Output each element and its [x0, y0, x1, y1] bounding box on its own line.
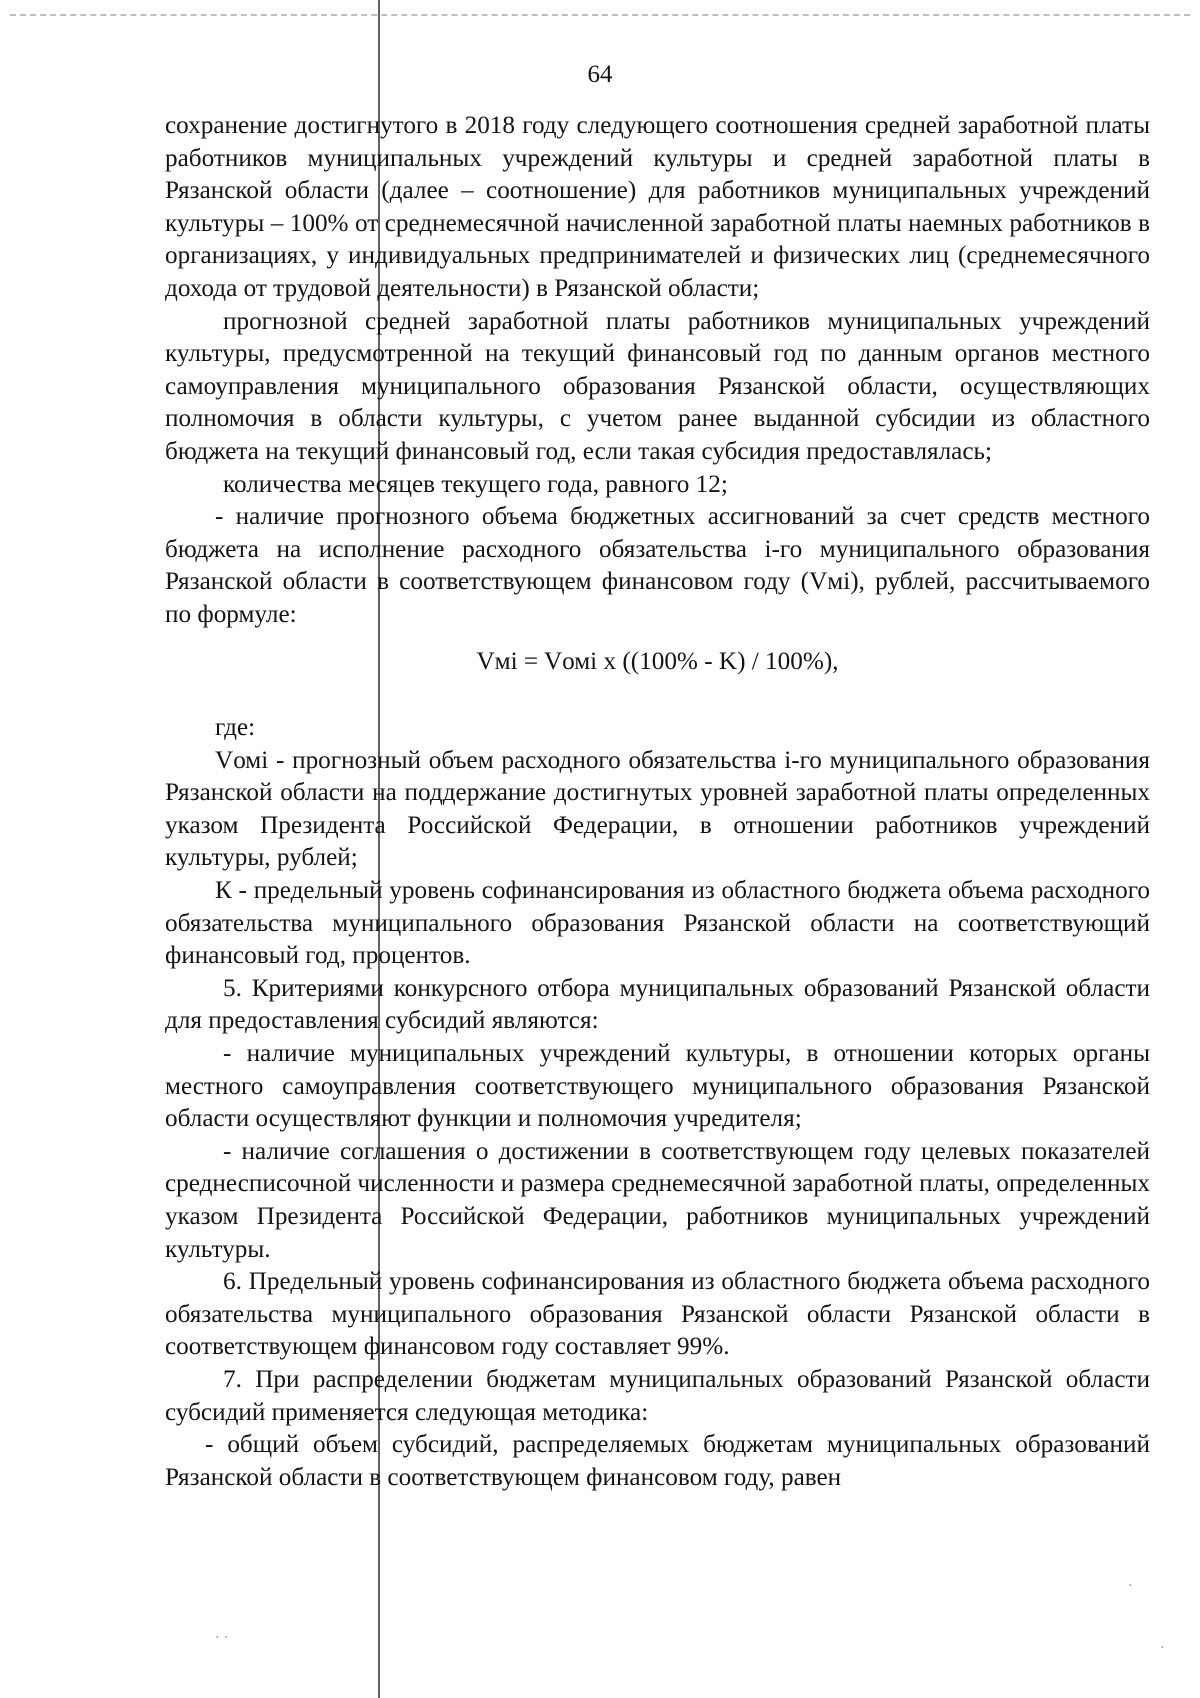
scan-top-edge-line — [10, 14, 1190, 16]
paragraph-vomi-definition: Vомi - прогнозный объем расходного обязательства i-го муниципального образования Рязанской области на поддержание достигнутых уровней заработной платы определенных указом Президента Российской Федерации, в отношении работников учреждений культуры, рублей; — [165, 746, 1150, 872]
paragraph-criterion-agreement: - наличие соглашения о достижении в соответствующем году целевых показателей среднесписочной численности и размера среднемесячной заработной платы, определенных указом Президента Российской Федерации, работников муниципальных учреждений культуры. — [165, 1137, 1150, 1263]
formula: Vмi = Vомi x ((100% - K) / 100%), — [476, 647, 839, 675]
paragraph-section-6: 6. Предельный уровень софинансирования из областного бюджета объема расходного обязательства муниципального образования Рязанской области Рязанской области в соответствующем финансовом году составляет 99%. — [165, 1268, 1150, 1361]
paragraph-k-definition: К - предельный уровень софинансирования из областного бюджета объема расходного обязательства муниципального образования Рязанской области на соответствующий финансовый год, процентов. — [165, 877, 1150, 970]
paragraph-forecast-salary: прогнозной средней заработной платы работников муниципальных учреждений культуры, предусмотренной на текущий финансовый год по данным органов местного самоуправления муниципального образования Рязанской области, осуществляющих полномочия в области культуры, с учетом ранее выданной субсидии из областного бюджета на текущий финансовый год, если такая субсидия предоставлялась; — [165, 307, 1150, 465]
document-body — [165, 110, 1150, 1494]
paragraph-criterion-institutions: - наличие муниципальных учреждений культуры, в отношении которых органы местного самоуправления соответствующего муниципального образования Рязанской области осуществляют функции и полномочия учредителя; — [165, 1040, 1150, 1133]
page-number: 64 — [587, 61, 613, 88]
paragraph-section-5: 5. Критериями конкурсного отбора муниципальных образований Рязанской области для предоставления субсидий являются: — [165, 974, 1150, 1035]
scan-speck: · — [1160, 1640, 1165, 1656]
paragraph-where: где: — [215, 714, 256, 742]
paragraph-budget-allocation: - наличие прогнозного объема бюджетных ассигнований за счет средств местного бюджета на исполнение расходного обязательства i-го муниципального образования Рязанской области в соответствующем финансовом году (Vмi), рублей, рассчитываемого по формуле: — [165, 503, 1150, 628]
paragraph-salary-ratio: сохранение достигнутого в 2018 году следующего соотношения средней заработной платы работников муниципальных учреждений культуры и средней заработной платы в Рязанской области (далее – соотношение) для работников муниципальных учреждений культуры – 100% от среднемесячной начисленной заработной платы наемных работников в организациях, у индивидуальных предпринимателей и физических лиц (среднемесячного дохода от трудовой деятельности) в Рязанской области; — [165, 112, 1150, 302]
paragraph-section-7: 7. При распределении бюджетам муниципальных образований Рязанской области субсидий применяется следующая методика: — [165, 1365, 1150, 1426]
scan-speck: · · — [215, 1630, 229, 1646]
paragraph-total-subsidies: - общий объем субсидий, распределяемых бюджетам муниципальных образований Рязанской области в соответствующем финансовом году, равен — [165, 1431, 1150, 1491]
paragraph-months-count: количества месяцев текущего года, равного 12; — [223, 470, 728, 498]
scan-speck: · — [1128, 1578, 1133, 1594]
